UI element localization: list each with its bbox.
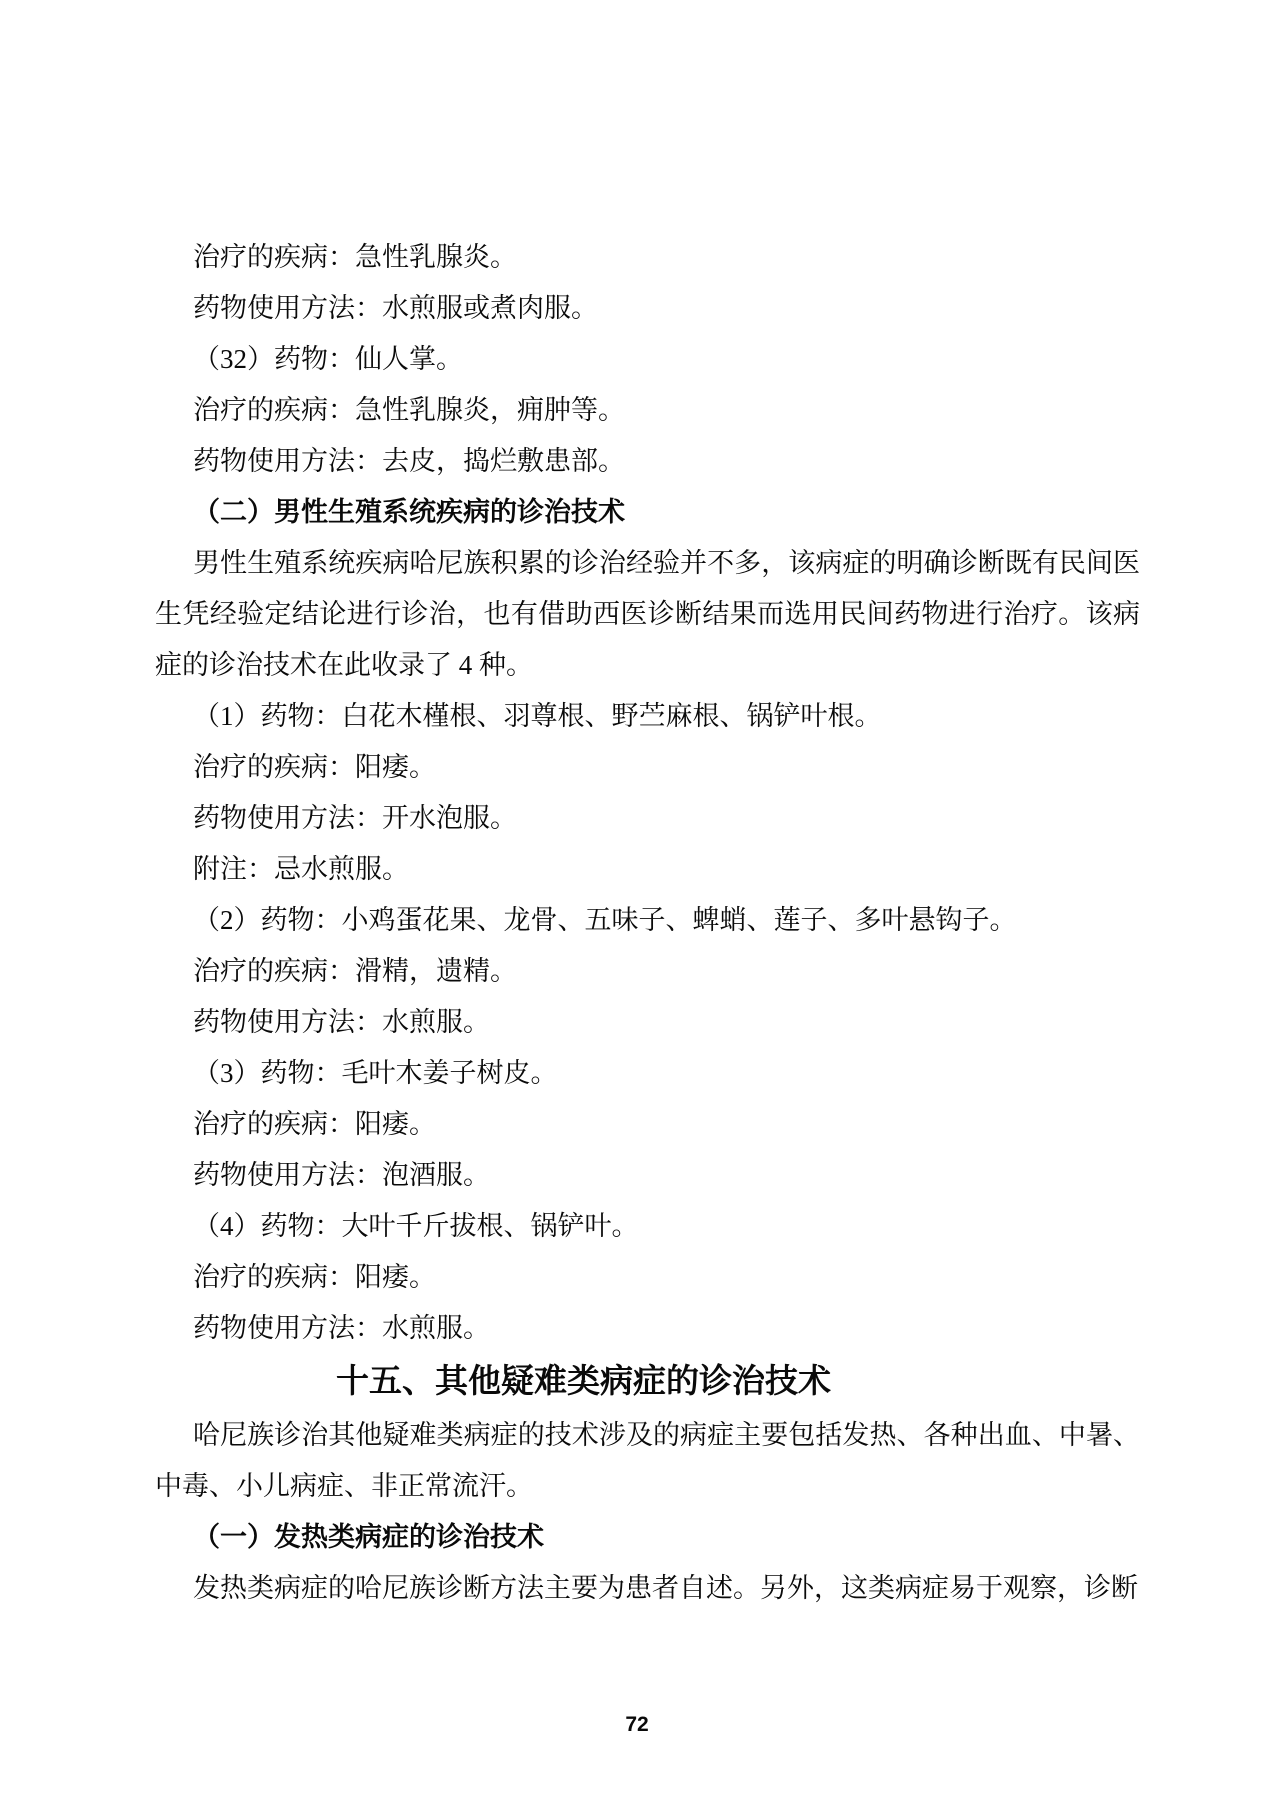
section-heading-male-genital: （二）男性生殖系统疾病的诊治技术 — [193, 497, 625, 527]
chapter-intro-paragraph: 哈尼族诊治其他疑难类病症的技术涉及的病症主要包括发热、各种出血、中暑、中毒、小儿病症、非正常流汗。 — [155, 1420, 1140, 1501]
usage-method-line: 药物使用方法：水煎服或煮肉服。 — [193, 293, 598, 323]
drug-item-32-line: （32）药物：仙人掌。 — [193, 344, 463, 374]
usage-method-line: 药物使用方法：水煎服。 — [193, 1313, 490, 1343]
usage-method-line: 药物使用方法：泡酒服。 — [193, 1160, 490, 1190]
treated-disease-line: 治疗的疾病：滑精，遗精。 — [193, 956, 517, 986]
section-intro-paragraph: 男性生殖系统疾病哈尼族积累的诊治经验并不多，该病症的明确诊断既有民间医生凭经验定结论进行诊治，也有借助西医诊断结果而选用民间药物进行治疗。该病症的诊治技术在此收录了 4 种。 — [155, 548, 1140, 680]
treated-disease-line: 治疗的疾病：阳痿。 — [193, 752, 436, 782]
section-heading-fever: （一）发热类病症的诊治技术 — [193, 1522, 544, 1552]
usage-method-line: 药物使用方法：水煎服。 — [193, 1007, 490, 1037]
page-number: 72 — [625, 1713, 649, 1736]
treated-disease-line: 治疗的疾病：阳痿。 — [193, 1262, 436, 1292]
drug-item-1-line: （1）药物：白花木槿根、羽尊根、野苎麻根、锅铲叶根。 — [193, 701, 882, 731]
drug-item-2-line: （2）药物：小鸡蛋花果、龙骨、五味子、蜱蛸、莲子、多叶悬钩子。 — [193, 905, 1017, 935]
fever-paragraph-line: 发热类病症的哈尼族诊断方法主要为患者自述。另外，这类病症易于观察，诊断 — [193, 1573, 1138, 1603]
treated-disease-line: 治疗的疾病：急性乳腺炎，痈肿等。 — [193, 395, 625, 425]
note-line: 附注：忌水煎服。 — [193, 854, 409, 884]
usage-method-line: 药物使用方法：开水泡服。 — [193, 803, 517, 833]
drug-item-3-line: （3）药物：毛叶木姜子树皮。 — [193, 1058, 558, 1088]
usage-method-line: 药物使用方法：去皮，捣烂敷患部。 — [193, 446, 625, 476]
treated-disease-line: 治疗的疾病：阳痿。 — [193, 1109, 436, 1139]
treated-disease-line: 治疗的疾病：急性乳腺炎。 — [193, 242, 517, 272]
drug-item-4-line: （4）药物：大叶千斤拔根、锅铲叶。 — [193, 1211, 639, 1241]
chapter-heading: 十五、其他疑难类病症的诊治技术 — [336, 1364, 831, 1400]
text-column — [155, 232, 1140, 1614]
